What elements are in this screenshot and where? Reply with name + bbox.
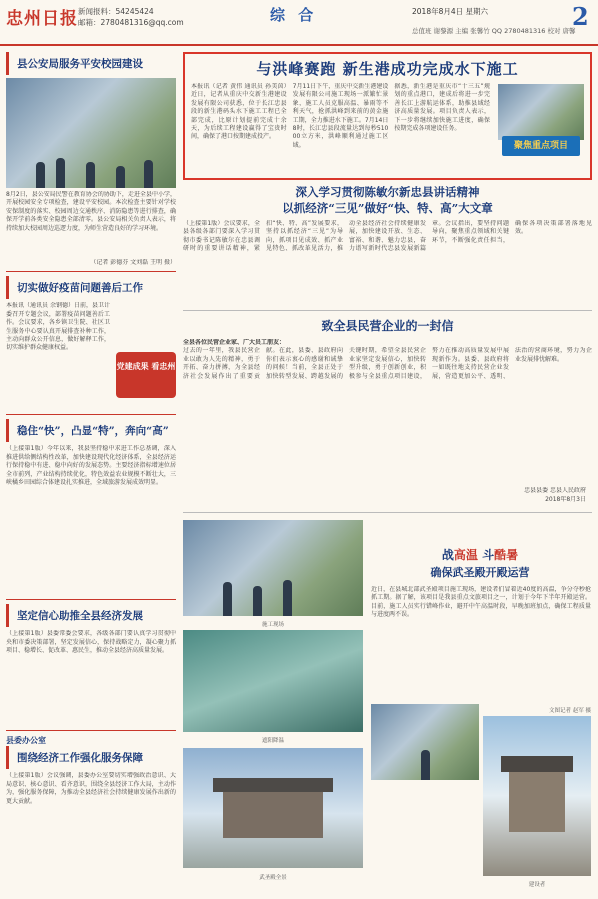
heat-photo-5 [483, 716, 591, 876]
email-text: 邮箱：2780481316@qq.com [78, 18, 184, 27]
heat-title-d: 酷暑 [494, 548, 519, 562]
story4-title: 坚定信心助推全县经济发展 [6, 604, 176, 627]
lead-body-3: 据悉，新生港是重庆市“十三五”规划的重点港口，建成后将进一步完善长江上游航运体系，助推县域经济高质量发展。项目负责人表示，下一步将继续加快施工进度，确保按期完成各项建设任务。 [394, 83, 491, 133]
story3-body: （上接第1版）今年以来，我县坚持稳中求进工作总基调，深入推进供给侧结构性改革，加快建设现代化经济体系，全县经济运行保持稳中有进、稳中向好的发展态势。主要经济指标增速位居全市前列，产业结构持续优化，特色效益农业规模不断壮大，三峡橘乡田园综合体建设扎实推进，全域旅游发展成效明显。 [6, 445, 176, 487]
heat-cap-3: 武圣殿全景 [259, 875, 287, 881]
letter-sign-org: 忠县县委 忠县人民政府 [524, 487, 586, 495]
heat-title-c: 斗 [477, 548, 495, 562]
story5-title: 围绕经济工作强化服务保障 [6, 746, 176, 769]
heat-title [369, 546, 591, 563]
heat-story [183, 516, 592, 894]
theory-story [183, 184, 592, 312]
theory-body: （上接第1版）会议要求，全县各级各部门要深入学习贯彻市委书记陈敏尔在忠县调研时的重要讲话精神，紧扣“快、特、高”发展要求，坚持以抓经济“三见”为导向，抓项目见成效、抓产业见特色、抓改革见活力，推动全县经济社会持续健康发展，加快建设开放、生态、富裕、和谐、魅力忠县，奋力谱写新时代忠县发展新篇章。会议指出，要坚持问题导向，聚焦重点领域和关键环节，不断强化责任担当，确保各项决策部署落地见效。 [183, 220, 592, 253]
heat-photo-credit: 文图记者 赵军 摄 [549, 708, 591, 714]
letter-body: 过去的一年里，我县民营企业以敢为人先的精神，勇于开拓、奋力拼搏，为全县经济社会发展作出了重要贡献。在此，县委、县政府向你们表示衷心的感谢和诚挚的问候！当前，全县正处于加快转型发展、跨越发展的关键时期，希望全县民营企业家坚定发展信心，加快转型升级，勇于创新创业，积极参与全县重点项目建设，努力在推动高质量发展中展现新作为。县委、县政府将一如既往地支持民营企业发展，营造更加公平、透明、法治的营商环境，努力为企业发展排忧解难。 [183, 347, 592, 380]
party-badge: 党建成果 看忠州 [116, 352, 176, 398]
heat-cap-2: 遮阳降温 [261, 738, 284, 744]
issue-date: 2018年8月4日 星期六 [412, 7, 489, 16]
heat-title-b: 高温 [453, 548, 478, 562]
lead-photo [498, 84, 584, 140]
letter-salutation: 全县各位民营企业家、广大员工朋友： [183, 339, 286, 346]
letter-sign-date: 2018年8月3日 [545, 495, 586, 503]
staff-line: 总值班 谢黎源 主编 张馨竹 QQ 2780481316 校对 唐馨 [412, 27, 576, 35]
story2-body: 本报讯（通讯员 余钢德）日前，县卫计委召开专题会议，部署疫苗问题善后工作。会议要求，各乡镇卫生院、社区卫生服务中心要认真开展排查补种工作，主动向群众公开信息，做好解释工作，切实维护群众健康权益。 [6, 302, 110, 352]
newspaper-logo: 忠州日报 [6, 9, 78, 29]
section-title: 综 合 [270, 6, 318, 24]
story1-photo [6, 78, 176, 188]
heat-subtitle: 确保武圣殿开殿运营 [430, 566, 530, 579]
heat-photo-1 [183, 520, 363, 616]
hotline-text: 新闻报料：54245424 [78, 7, 154, 16]
heat-cap-1: 施工现场 [261, 622, 284, 628]
letter-story [183, 314, 592, 504]
heat-photo-2 [183, 630, 363, 732]
focus-badge-text: 聚焦重点项目 [513, 141, 568, 151]
lead-title: 与洪峰赛跑 新生港成功完成水下施工 [256, 60, 519, 78]
story5-kicker: 县委办公室 [6, 736, 46, 746]
left-column [6, 52, 176, 894]
letter-title: 致全县民营企业的一封信 [321, 319, 454, 333]
heat-cap-4: 建设者 [528, 882, 546, 888]
page-number: 2 [572, 2, 589, 31]
theory-title-1: 深入学习贯彻陈敏尔新忠县讲话精神 [295, 185, 480, 199]
heat-title-a: 战 [441, 548, 454, 562]
story1-title: 县公安局服务平安校园建设 [6, 52, 176, 75]
story4-body: （上接第1版）县委常委会要求，各级各部门要认真学习贯彻中央和市委决策部署，坚定发展信心，保持战略定力，凝心聚力抓项目、稳增长、促改革、惠民生，推动全县经济高质量发展。 [6, 630, 176, 655]
story1-body: 8月2日，县公安局民警在教育协会的协助下，走进全县中小学，开展校园安全专项检查，建设平安校园。本次检查主要针对学校安保制度的落实、校园周边交通秩序、消防隐患等进行排查，确保开学前各类安全隐患全部清零。县公安局相关负责人表示，将持续加大校园周边巡逻力度，为师生营造良好的学习环境。 [6, 191, 176, 232]
lead-body-1: 本报讯（记者 黄伟 通讯员 孙美茵）近日，记者从重庆中交新生港建设发展有限公司获悉，位于长江忠县段的新生港码头水下施工工程已全部完成，比原计划提前完成十余天，为后续工程建设赢得了宝贵时间，确保了港口按期建成投产。 [191, 83, 287, 141]
lead-story [183, 52, 592, 180]
focus-badge [502, 136, 580, 156]
story1-credit: （记者 彭德芬 文刘磊 王明 摄） [90, 259, 176, 266]
story3-title: 稳住“快”，凸显“特”，奔向“高” [6, 419, 176, 442]
heat-body: 近日，在县城北部武圣殿项目施工现场，建设者们冒着近40度的高温，争分夺秒抢抓工期。据了解，该项目是我县重点文旅项目之一，计划于今年下半年开殿运营。目前，施工人员实行错峰作业，避开中午高温时段，早晚加班加点，确保工程质量与进度两不误。 [371, 586, 591, 619]
story5-body: （上接第1版）会议强调，县委办公室要切实增强政治意识、大局意识、核心意识、看齐意识，围绕全县经济工作大局，主动作为，强化服务保障，为推动全县经济社会持续健康发展作出新的更大贡献。 [6, 772, 176, 805]
lead-body-2: 7月11日下午，重庆中交新生港建设发展有限公司施工现场一派繁忙景象，施工人员克服高温、暴雨等不利天气，抢抓洪峰到来前的黄金施工期，全力推进水下施工。7月14日8时，长江忠县段流量达到每秒51000立方米，洪峰顺利通过施工区域。 [292, 83, 389, 149]
hotline-info [78, 6, 184, 28]
heat-photo-3 [183, 748, 363, 868]
theory-title-2: 以抓经济“三见”做好“快、特、高”大文章 [282, 201, 493, 215]
story2-title: 切实做好疫苗问题善后工作 [6, 276, 176, 299]
heat-photo-4 [371, 704, 479, 780]
page-header [0, 0, 598, 46]
